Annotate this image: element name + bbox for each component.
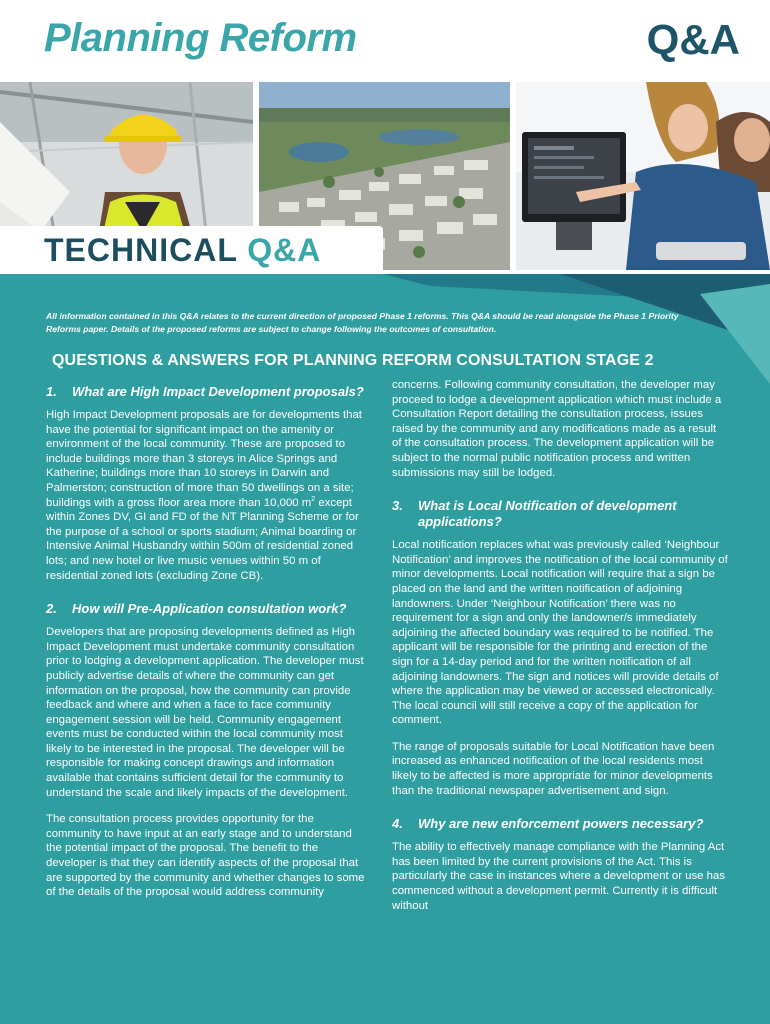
answer-2-paragraph-2: The consultation process provides opportunity for the community to have input at an early stage and to understand the potential impact of the proposal. The benefit to the developer is that they can identify aspects of the proposal that are supported by the community and whether changes to some of the details of the proposal would address community [46,813,365,899]
question-2-title [46,601,368,617]
content-panel [0,274,770,1024]
qa-badge: Q&A [646,16,740,63]
technical-qa-banner [0,226,383,276]
question-text: What is Local Notification of development applications? [418,498,677,530]
answer-4-paragraph-1: The ability to effectively manage compliance with the Planning Act has been limited by the current provisions of the Act. This is particularly the case in instances where a development or use has commenced without a development permit. Currently it is difficult without [392,841,726,912]
team-computer-photo [516,82,770,270]
intro-note: All information contained in this Q&A relates to the current direction of proposed Phase 1 reforms. This Q&A should be read alongside the Phase 1 Priority Reforms paper. Details of the proposed reforms are subject to change following the outcomes of consultation. [46,311,679,334]
question-number: 4. [392,816,403,832]
question-1-title [46,384,368,400]
answer-3-paragraph-2: The range of proposals suitable for Local Notification have been increased as enhanced notification of the local residents most likely to be affected is more appropriate for minor developments than the traditional newspaper advertisement and sign. [392,740,715,797]
answer-2-paragraph-3: concerns. Following community consultation, the developer may proceed to lodge a development application which must include a Consultation Report detailing the consultation process, issues raised by the community and any modifications made as a result of the consultation process. The development application will be subject to the normal public notification process and written submissions may still be lodged. [392,379,722,479]
banner-title-part1: TECHNICAL [44,232,248,268]
section-heading: QUESTIONS & ANSWERS FOR PLANNING REFORM CONSULTATION STAGE 2 [52,352,654,369]
question-number: 2. [46,601,57,617]
answer-2-paragraph-1: Developers that are proposing developments defined as High Impact Development must undertake community consultation prior to lodging a development application. The developer must publicly advertise details of where the community can get information on the proposal, how the community can provide feedback and where and when a face to face community engagement session will be held. Community engagement events must be conducted within the local community most likely to be interested in the proposal. The developer will be responsible for making concept drawings and information available that contains sufficient detail for the community to understand the scale and likely impacts of the development. [46,626,364,799]
superscript: 2 [311,495,316,503]
question-number: 1. [46,384,57,399]
question-3-title [392,498,728,530]
banner-title-accent: Q&A [247,232,322,268]
question-text: How will Pre-Application consultation work? [72,601,347,617]
page-title: Planning Reform [44,16,357,60]
question-text: Why are new enforcement powers necessary? [418,816,704,832]
question-4-title [392,816,728,832]
question-text: What are High Impact Development proposals? [72,384,364,399]
answer-text: except within Zones DV, GI and FD of the NT Planning Scheme or for the purpose of a school or sports stadium; Animal boarding or Intensive Animal Husbandry within 500m of residential zoned lots; and new hotel or live music venues within 50 m of residential zoned lots (excluding Zone CB). [46,496,359,582]
answer-1-paragraph [46,408,368,583]
answer-text: High Impact Development proposals are for developments that have the potential for significant impact on the amenity or environment of the local community. These are proposed to include buildings more than 3 storeys in Alice Springs and Katherine; buildings more than 10 storeys in Darwin and Palmerston; construction of more than 50 dwellings on a site; buildings with a gross floor area more than 10,000 m [46,409,362,509]
question-number: 3. [392,498,403,514]
right-column [392,378,728,923]
answer-3-paragraph-1: Local notification replaces what was previously called ‘Neighbour Notification’ and improves the notification of the local community of minor developments. Local notification will require that a sign be placed on the land and the written notification of adjoining landowners. Under ‘Neighbour Notification’ there was no requirement for a sign and only the landowner/s immediately adjoining the affected boundary was required to be notified. The applicant will be responsible for the printing and erection of the sign for a 14-day period and for the written notification of all adjoining landowners. The sign and notices will provide details of where the application may be viewed or accessed electronically. The local council will still receive a copy of the application for comment. [392,539,728,727]
left-column [46,380,368,910]
banner-title [44,232,321,269]
